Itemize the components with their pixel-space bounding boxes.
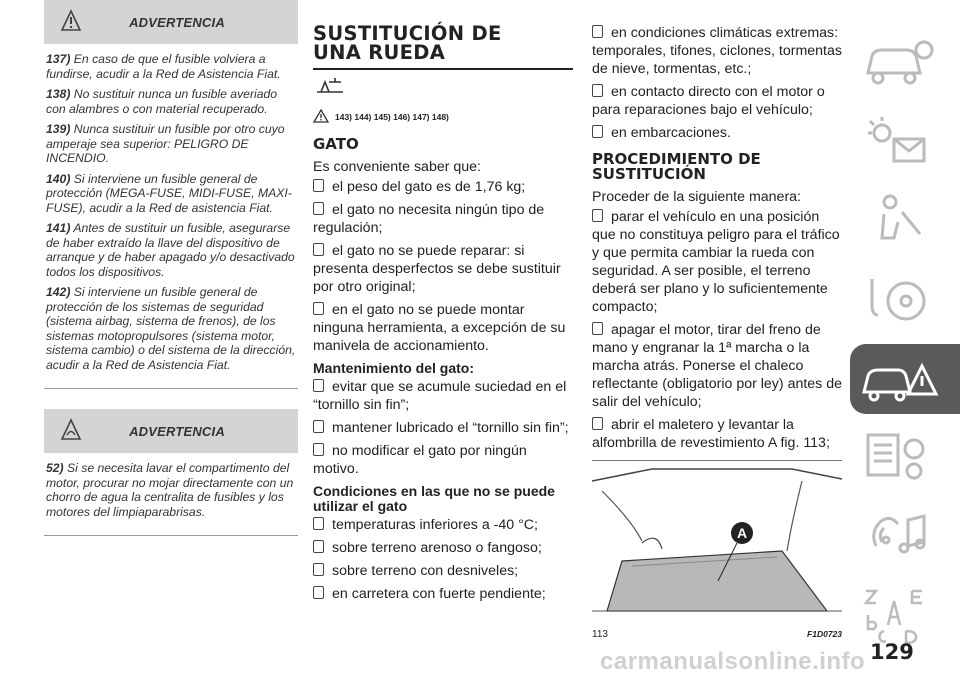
list-item: evitar que se acumule suciedad en el “tornillo sin fin”; xyxy=(313,379,567,413)
checkbox-bullet-icon xyxy=(592,322,603,335)
steering-start-icon[interactable] xyxy=(850,265,946,335)
warning-body xyxy=(44,453,298,535)
trunk-illustration xyxy=(592,461,842,621)
section-title: SUSTITUCIÓN DE UNA RUEDA xyxy=(313,22,502,64)
checkbox-bullet-icon xyxy=(313,443,324,456)
checkbox-bullet-icon xyxy=(313,379,324,392)
checkbox-bullet-icon xyxy=(592,209,603,222)
warning-item: 137) En caso de que el fusible volviera a fundirse, acudir a la Red de Asistencia Fiat. xyxy=(46,52,281,81)
procedure-intro: Proceder de la siguiente manera: xyxy=(592,189,801,205)
list-item: no modificar el gato por ningún motivo. xyxy=(313,443,527,477)
main-column-1 xyxy=(313,24,573,608)
car-dashboard-icon[interactable] xyxy=(850,28,946,98)
checkbox-bullet-icon xyxy=(313,202,324,215)
list-item: en carretera con fuerte pendiente; xyxy=(313,585,573,603)
list-item: apagar el motor, tirar del freno de mano y engranar la 1ª marcha o la marcha atrás. Ponerse el chaleco reflectante (obligatorio por ley) antes de salir del vehículo; xyxy=(592,322,842,410)
washing-warning-icon xyxy=(60,418,82,447)
list-item: el gato no necesita ningún tipo de regulación; xyxy=(313,202,545,236)
list-item: en condiciones climáticas extremas: temporales, tifones, ciclones, tormentas de nieve, tormentas, etc.; xyxy=(592,25,842,77)
checkbox-bullet-icon xyxy=(313,420,324,433)
list-item: en contacto directo con el motor o para reparaciones bajo el vehículo; xyxy=(592,84,825,118)
warning-header xyxy=(44,409,298,453)
warning-item: 142) Si interviene un fusible general de protección de los sistemas de seguridad (sistema airbag, sistema de frenos), de los sistemas motopropulsores (sistema motor, sistema cambio) o del sistema de la dirección, acudir a la Red de Asistencia Fiat. xyxy=(46,285,296,372)
list-item: sobre terreno arenoso o fangoso; xyxy=(313,539,573,557)
page-number: 129 xyxy=(870,640,914,664)
checkbox-bullet-icon xyxy=(313,563,324,576)
warning-box-fuses xyxy=(44,0,298,389)
checkbox-bullet-icon xyxy=(313,517,324,530)
list-item: en el gato no se puede montar ninguna herramienta, a excepción de su manivela de accionamiento. xyxy=(313,302,566,354)
list-item: sobre terreno con desniveles; xyxy=(313,562,573,580)
figure-label-a: A xyxy=(736,525,748,541)
warning-title: ADVERTENCIA xyxy=(129,423,225,439)
warning-item: 52) Si se necesita lavar el compartimento del motor, procurar no mojar directamente con un chorro de agua la centralita de fusibles y los motores del limpiaparabrisas. xyxy=(46,461,294,519)
list-item: en embarcaciones. xyxy=(592,124,842,142)
warning-box-washing xyxy=(44,409,298,536)
figure-number: 113 xyxy=(592,629,608,640)
warning-body xyxy=(44,44,298,388)
safety-airbag-icon[interactable] xyxy=(850,186,946,256)
checkbox-bullet-icon xyxy=(592,84,603,97)
warning-triangle-icon xyxy=(313,109,329,125)
checkbox-bullet-icon xyxy=(313,179,324,192)
warning-triangle-icon xyxy=(60,9,82,38)
emergency-icon[interactable] xyxy=(850,344,960,414)
warning-item: 139) Nunca sustituir un fusible por otro cuyo amperaje sea superior: PELIGRO DE INCENDIO. xyxy=(46,122,285,165)
warning-references: 143) 144) 145) 146) 147) 148) xyxy=(313,109,573,125)
chapter-sidebar xyxy=(850,28,960,660)
checkbox-bullet-icon xyxy=(592,125,603,138)
jack-heading: GATO xyxy=(313,135,359,153)
list-item: abrir el maletero y levantar la alfombrilla de revestimiento A fig. 113; xyxy=(592,417,830,451)
conditions-heading: Condiciones en las que no se puede utilizar el gato xyxy=(313,483,555,514)
list-item: el gato no se puede reparar: si presenta desperfectos se debe sustituir por otro original; xyxy=(313,243,561,295)
warnings-column xyxy=(44,0,298,536)
watermark: carmanualsonline.info xyxy=(600,648,866,675)
checkbox-bullet-icon xyxy=(592,25,603,38)
figure-code: F1D0723 xyxy=(807,629,842,639)
figure-caption xyxy=(592,629,842,640)
checkbox-bullet-icon xyxy=(313,586,324,599)
checkbox-bullet-icon xyxy=(313,302,324,315)
warning-item: 140) Si interviene un fusible general de protección (MEGA-FUSE, MIDI-FUSE, MAXI-FUSE), acudir a la Red de asistencia Fiat. xyxy=(46,171,292,215)
warning-lights-icon[interactable] xyxy=(850,107,946,177)
checkbox-bullet-icon xyxy=(313,243,324,256)
maintenance-icon[interactable] xyxy=(850,423,946,493)
checkbox-bullet-icon xyxy=(592,417,603,430)
multimedia-icon[interactable] xyxy=(850,502,946,572)
jack-intro: Es conveniente saber que: xyxy=(313,159,481,175)
maintenance-heading: Mantenimiento del gato: xyxy=(313,360,474,376)
list-item: parar el vehículo en una posición que no constituya peligro para el tráfico y que permita cambiar la rueda con seguridad. A ser posible, el terreno deberá ser plano y lo suficientemente compacto; xyxy=(592,209,840,315)
checkbox-bullet-icon xyxy=(313,540,324,553)
warning-item: 138) No sustituir nunca un fusible averiado con alambres o con material recuperado. xyxy=(46,87,278,116)
trunk-figure xyxy=(592,460,842,640)
warning-item: 141) Antes de sustituir un fusible, asegurarse de haber extraído la llave del dispositivo de arranque y de haber apagado y/o desactivado todos los dispositivos. xyxy=(46,221,295,279)
list-item: mantener lubricado el “tornillo sin fin”; xyxy=(313,419,573,437)
list-item: temperaturas inferiores a -40 °C; xyxy=(313,516,573,534)
main-column-2 xyxy=(592,24,842,640)
procedure-heading: PROCEDIMIENTO DE SUSTITUCIÓN xyxy=(592,150,761,183)
warning-header xyxy=(44,0,298,44)
warning-title: ADVERTENCIA xyxy=(129,14,225,30)
jack-icon xyxy=(315,76,573,99)
list-item: el peso del gato es de 1,76 kg; xyxy=(313,178,573,196)
title-divider xyxy=(313,68,573,70)
